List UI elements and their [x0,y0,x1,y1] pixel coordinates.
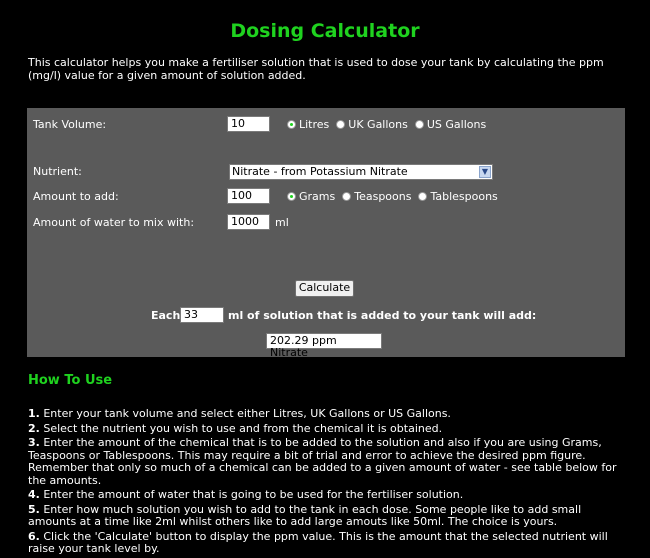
calculate-button[interactable]: Calculate [295,280,354,297]
radio-icon[interactable] [342,192,351,201]
nutrient-select[interactable] [229,164,493,180]
dose-input[interactable]: 33 [180,307,224,323]
list-item [28,423,628,436]
howto-steps [28,408,628,558]
list-item [28,489,628,502]
step-text: Enter how much solution you wish to add to the tank in each dose. Some people like to add small amounts at a time like 2ml whilst others like to add large amouts like 50ml. The choice is yours. [28,502,582,528]
radio-icon[interactable] [336,120,345,129]
unit-grams-option[interactable] [287,190,335,203]
tank-volume-label: Tank Volume: [33,118,107,131]
list-item [28,437,628,487]
water-label: Amount of water to mix with: [33,216,195,229]
radio-icon[interactable] [418,192,427,201]
amount-unit-group [287,190,505,203]
step-number: 3. [28,436,40,449]
list-item [28,531,628,556]
unit-us-gallons-option[interactable] [415,118,486,131]
nutrient-selected-value: Nitrate - from Potassium Nitrate [232,165,408,178]
water-unit-label: ml [275,216,289,229]
page-title: Dosing Calculator [230,20,420,42]
intro-text: This calculator helps you make a fertiliser solution that is used to dose your tank by calculating the ppm (mg/l) value for a given amount of solution added. [28,56,604,82]
result-prefix: Each [151,309,181,322]
chevron-down-icon[interactable]: ▼ [479,166,491,178]
step-text: Enter the amount of water that is going to be used for the fertiliser solution. [43,488,464,501]
unit-litres-label: Litres [299,118,330,131]
step-number: 4. [28,488,40,501]
tank-volume-input[interactable]: 10 [227,116,270,132]
result-suffix: ml of solution that is added to your tank will add: [228,309,537,322]
step-text: Enter the amount of the chemical that is to be added to the solution and also if you are using Grams, Teaspoons or Tablespoons. This may require a bit of trial and error to achieve the desired ppm figure. Remember that only so much of a chemical can be added to a given amount of water - see table below for the amounts. [28,436,617,487]
step-text: Select the nutrient you wish to use and from the chemical it is obtained. [43,421,443,435]
unit-teaspoons-option[interactable] [342,190,411,203]
amount-input[interactable]: 100 [227,188,270,204]
list-item [28,504,628,529]
tank-volume-unit-group [287,118,493,131]
unit-uk-gallons-option[interactable] [336,118,408,131]
unit-uk-gallons-label: UK Gallons [348,118,408,131]
unit-grams-label: Grams [299,190,336,203]
nutrient-label: Nutrient: [33,165,82,178]
unit-litres-option[interactable] [287,118,329,131]
howto-heading: How To Use [28,373,113,388]
water-input[interactable]: 1000 [227,214,270,230]
radio-selected-icon[interactable] [287,120,296,129]
radio-selected-icon[interactable] [287,192,296,201]
unit-tablespoons-label: Tablespoons [430,190,498,203]
unit-teaspoons-label: Teaspoons [354,190,412,203]
step-number: 1. [28,407,40,420]
radio-icon[interactable] [415,120,424,129]
amount-label: Amount to add: [33,190,119,203]
result-output: 202.29 ppm Nitrate [266,333,382,349]
step-number: 2. [28,421,40,435]
step-text: Enter your tank volume and select either Litres, UK Gallons or US Gallons. [43,407,451,420]
step-number: 6. [28,529,40,543]
step-text: Click the 'Calculate' button to display the ppm value. This is the amount that the selected nutrient will raise your tank level by. [28,529,608,555]
unit-us-gallons-label: US Gallons [426,118,487,131]
step-number: 5. [28,502,40,516]
calculator-panel [27,108,625,357]
unit-tablespoons-option[interactable] [418,190,497,203]
list-item [28,408,628,421]
